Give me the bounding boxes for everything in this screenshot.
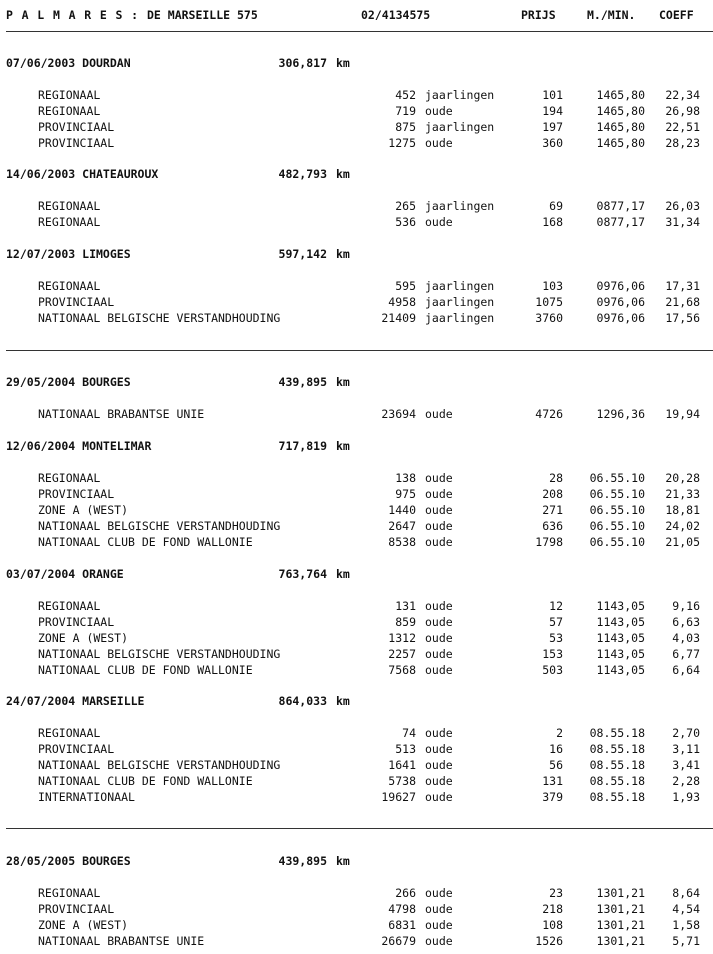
result-coeff: 21,68 (665, 295, 700, 309)
result-level: NATIONAAL BELGISCHE VERSTANDHOUDING (38, 311, 281, 325)
pigeon-code: 02/4134575 (361, 8, 431, 22)
result-speed: 06.55.10 (589, 487, 645, 501)
result-participants: 131 (395, 599, 416, 613)
result-category: oude (425, 599, 453, 613)
result-speed: 1143,05 (596, 663, 645, 677)
result-participants: 265 (395, 199, 416, 213)
result-coeff: 8,64 (672, 886, 700, 900)
result-participants: 26679 (381, 934, 416, 948)
result-prize: 131 (542, 774, 563, 788)
result-participants: 5738 (388, 774, 416, 788)
result-participants: 875 (395, 120, 416, 134)
result-level: NATIONAAL BRABANTSE UNIE (38, 934, 205, 948)
result-level: PROVINCIAAL (38, 742, 115, 756)
result-prize: 2 (556, 726, 563, 740)
result-coeff: 20,28 (665, 471, 700, 485)
result-coeff: 24,02 (665, 519, 700, 533)
result-speed: 08.55.18 (589, 726, 645, 740)
result-category: oude (425, 487, 453, 501)
result-prize: 1526 (535, 934, 563, 948)
result-level: PROVINCIAAL (38, 902, 115, 916)
result-prize: 503 (542, 663, 563, 677)
result-category: oude (425, 535, 453, 549)
result-level: NATIONAAL BELGISCHE VERSTANDHOUDING (38, 758, 281, 772)
result-coeff: 17,31 (665, 279, 700, 293)
result-prize: 194 (542, 104, 563, 118)
result-category: oude (425, 918, 453, 932)
result-prize: 101 (542, 88, 563, 102)
result-coeff: 26,03 (665, 199, 700, 213)
result-level: REGIONAAL (38, 104, 101, 118)
result-participants: 1275 (388, 136, 416, 150)
result-level: INTERNATIONAAL (38, 790, 135, 804)
result-level: REGIONAAL (38, 886, 101, 900)
result-participants: 595 (395, 279, 416, 293)
column-header-prijs: PRIJS (521, 8, 556, 22)
result-speed: 0877,17 (596, 199, 645, 213)
race-date-place: 29/05/2004 BOURGES (6, 375, 131, 389)
result-prize: 108 (542, 918, 563, 932)
section-separator (6, 828, 713, 829)
result-level: PROVINCIAAL (38, 295, 115, 309)
result-category: oude (425, 471, 453, 485)
result-prize: 56 (549, 758, 563, 772)
result-speed: 06.55.10 (589, 519, 645, 533)
result-prize: 53 (549, 631, 563, 645)
result-prize: 1075 (535, 295, 563, 309)
result-prize: 69 (549, 199, 563, 213)
result-coeff: 31,34 (665, 215, 700, 229)
result-category: jaarlingen (425, 311, 495, 325)
result-category: oude (425, 104, 453, 118)
result-speed: 1143,05 (596, 647, 645, 661)
result-coeff: 19,94 (665, 407, 700, 421)
result-level: REGIONAAL (38, 199, 101, 213)
race-distance: 597,142 (278, 247, 327, 261)
result-category: oude (425, 663, 453, 677)
result-category: oude (425, 519, 453, 533)
result-level: NATIONAAL CLUB DE FOND WALLONIE (38, 663, 253, 677)
result-prize: 4726 (535, 407, 563, 421)
result-participants: 23694 (381, 407, 416, 421)
result-speed: 1301,21 (596, 902, 645, 916)
result-prize: 218 (542, 902, 563, 916)
result-speed: 1143,05 (596, 615, 645, 629)
race-date-place: 03/07/2004 ORANGE (6, 567, 124, 581)
result-coeff: 6,64 (672, 663, 700, 677)
result-level: REGIONAAL (38, 279, 101, 293)
result-coeff: 2,28 (672, 774, 700, 788)
result-speed: 1143,05 (596, 631, 645, 645)
result-prize: 1798 (535, 535, 563, 549)
result-speed: 08.55.18 (589, 790, 645, 804)
result-coeff: 18,81 (665, 503, 700, 517)
race-distance: 864,033 (278, 694, 327, 708)
result-coeff: 21,33 (665, 487, 700, 501)
result-category: oude (425, 934, 453, 948)
result-level: REGIONAAL (38, 88, 101, 102)
result-level: PROVINCIAAL (38, 136, 115, 150)
result-participants: 4958 (388, 295, 416, 309)
result-prize: 197 (542, 120, 563, 134)
result-level: REGIONAAL (38, 215, 101, 229)
result-participants: 719 (395, 104, 416, 118)
result-prize: 23 (549, 886, 563, 900)
race-date-place: 12/07/2003 LIMOGES (6, 247, 131, 261)
result-prize: 28 (549, 471, 563, 485)
result-coeff: 1,93 (672, 790, 700, 804)
result-category: oude (425, 615, 453, 629)
race-distance: 306,817 (278, 56, 327, 70)
result-participants: 21409 (381, 311, 416, 325)
result-participants: 452 (395, 88, 416, 102)
result-level: PROVINCIAAL (38, 615, 115, 629)
result-speed: 1465,80 (596, 104, 645, 118)
result-participants: 1312 (388, 631, 416, 645)
result-coeff: 6,63 (672, 615, 700, 629)
document-title-prefix: P A L M A R E S : (6, 8, 140, 22)
result-participants: 138 (395, 471, 416, 485)
race-distance-unit: km (336, 56, 350, 70)
result-coeff: 4,03 (672, 631, 700, 645)
section-separator (6, 350, 713, 351)
result-coeff: 22,34 (665, 88, 700, 102)
result-speed: 1301,21 (596, 934, 645, 948)
result-speed: 06.55.10 (589, 535, 645, 549)
result-prize: 168 (542, 215, 563, 229)
result-level: REGIONAAL (38, 471, 101, 485)
result-coeff: 3,11 (672, 742, 700, 756)
result-speed: 06.55.10 (589, 471, 645, 485)
result-participants: 1440 (388, 503, 416, 517)
result-category: jaarlingen (425, 120, 495, 134)
result-category: oude (425, 215, 453, 229)
result-participants: 536 (395, 215, 416, 229)
result-level: ZONE A (WEST) (38, 503, 129, 517)
result-level: PROVINCIAAL (38, 487, 115, 501)
result-coeff: 3,41 (672, 758, 700, 772)
result-category: oude (425, 758, 453, 772)
race-date-place: 14/06/2003 CHATEAUROUX (6, 167, 159, 181)
result-participants: 513 (395, 742, 416, 756)
result-coeff: 6,77 (672, 647, 700, 661)
result-prize: 16 (549, 742, 563, 756)
result-category: oude (425, 726, 453, 740)
result-speed: 08.55.18 (589, 742, 645, 756)
race-date-place: 24/07/2004 MARSEILLE (6, 694, 145, 708)
column-header-coeff: COEFF (659, 8, 694, 22)
result-speed: 1301,21 (596, 918, 645, 932)
result-participants: 7568 (388, 663, 416, 677)
race-distance-unit: km (336, 439, 350, 453)
result-coeff: 4,54 (672, 902, 700, 916)
result-participants: 74 (402, 726, 416, 740)
result-speed: 1143,05 (596, 599, 645, 613)
result-level: PROVINCIAAL (38, 120, 115, 134)
result-participants: 19627 (381, 790, 416, 804)
result-prize: 360 (542, 136, 563, 150)
result-participants: 6831 (388, 918, 416, 932)
race-distance-unit: km (336, 694, 350, 708)
result-category: jaarlingen (425, 88, 495, 102)
result-prize: 3760 (535, 311, 563, 325)
result-speed: 0976,06 (596, 311, 645, 325)
result-level: NATIONAAL BELGISCHE VERSTANDHOUDING (38, 519, 281, 533)
result-participants: 8538 (388, 535, 416, 549)
result-participants: 266 (395, 886, 416, 900)
race-distance: 439,895 (278, 854, 327, 868)
result-category: oude (425, 407, 453, 421)
race-distance-unit: km (336, 247, 350, 261)
result-level: ZONE A (WEST) (38, 918, 129, 932)
result-coeff: 21,05 (665, 535, 700, 549)
result-level: NATIONAAL BRABANTSE UNIE (38, 407, 205, 421)
race-distance-unit: km (336, 567, 350, 581)
result-prize: 153 (542, 647, 563, 661)
race-distance: 763,764 (278, 567, 327, 581)
header-rule (6, 31, 713, 32)
result-speed: 0976,06 (596, 295, 645, 309)
result-coeff: 1,58 (672, 918, 700, 932)
result-category: oude (425, 631, 453, 645)
result-speed: 08.55.18 (589, 758, 645, 772)
result-category: jaarlingen (425, 295, 495, 309)
result-level: NATIONAAL BELGISCHE VERSTANDHOUDING (38, 647, 281, 661)
result-level: NATIONAAL CLUB DE FOND WALLONIE (38, 535, 253, 549)
race-distance: 717,819 (278, 439, 327, 453)
result-coeff: 9,16 (672, 599, 700, 613)
race-date-place: 07/06/2003 DOURDAN (6, 56, 131, 70)
result-prize: 103 (542, 279, 563, 293)
result-category: oude (425, 136, 453, 150)
result-category: oude (425, 886, 453, 900)
result-prize: 636 (542, 519, 563, 533)
result-category: oude (425, 902, 453, 916)
result-participants: 2257 (388, 647, 416, 661)
result-speed: 1465,80 (596, 136, 645, 150)
result-level: NATIONAAL CLUB DE FOND WALLONIE (38, 774, 253, 788)
result-speed: 0877,17 (596, 215, 645, 229)
result-coeff: 17,56 (665, 311, 700, 325)
result-participants: 1641 (388, 758, 416, 772)
result-coeff: 5,71 (672, 934, 700, 948)
result-participants: 4798 (388, 902, 416, 916)
column-header-speed: M./MIN. (587, 8, 636, 22)
result-speed: 1301,21 (596, 886, 645, 900)
result-prize: 379 (542, 790, 563, 804)
race-date-place: 28/05/2005 BOURGES (6, 854, 131, 868)
result-speed: 0976,06 (596, 279, 645, 293)
result-category: oude (425, 742, 453, 756)
result-category: oude (425, 790, 453, 804)
race-distance-unit: km (336, 167, 350, 181)
result-prize: 57 (549, 615, 563, 629)
result-category: jaarlingen (425, 199, 495, 213)
race-distance-unit: km (336, 854, 350, 868)
result-speed: 1465,80 (596, 120, 645, 134)
race-distance: 439,895 (278, 375, 327, 389)
result-speed: 08.55.18 (589, 774, 645, 788)
race-distance-unit: km (336, 375, 350, 389)
result-level: REGIONAAL (38, 599, 101, 613)
result-speed: 06.55.10 (589, 503, 645, 517)
result-category: oude (425, 774, 453, 788)
result-coeff: 28,23 (665, 136, 700, 150)
result-participants: 975 (395, 487, 416, 501)
result-category: oude (425, 503, 453, 517)
result-category: oude (425, 647, 453, 661)
result-coeff: 26,98 (665, 104, 700, 118)
result-coeff: 2,70 (672, 726, 700, 740)
result-speed: 1465,80 (596, 88, 645, 102)
result-category: jaarlingen (425, 279, 495, 293)
document-title-name: DE MARSEILLE 575 (147, 8, 258, 22)
result-participants: 859 (395, 615, 416, 629)
race-date-place: 12/06/2004 MONTELIMAR (6, 439, 152, 453)
race-distance: 482,793 (278, 167, 327, 181)
result-prize: 208 (542, 487, 563, 501)
result-participants: 2647 (388, 519, 416, 533)
result-prize: 12 (549, 599, 563, 613)
result-speed: 1296,36 (596, 407, 645, 421)
result-level: ZONE A (WEST) (38, 631, 129, 645)
result-prize: 271 (542, 503, 563, 517)
result-coeff: 22,51 (665, 120, 700, 134)
result-level: REGIONAAL (38, 726, 101, 740)
